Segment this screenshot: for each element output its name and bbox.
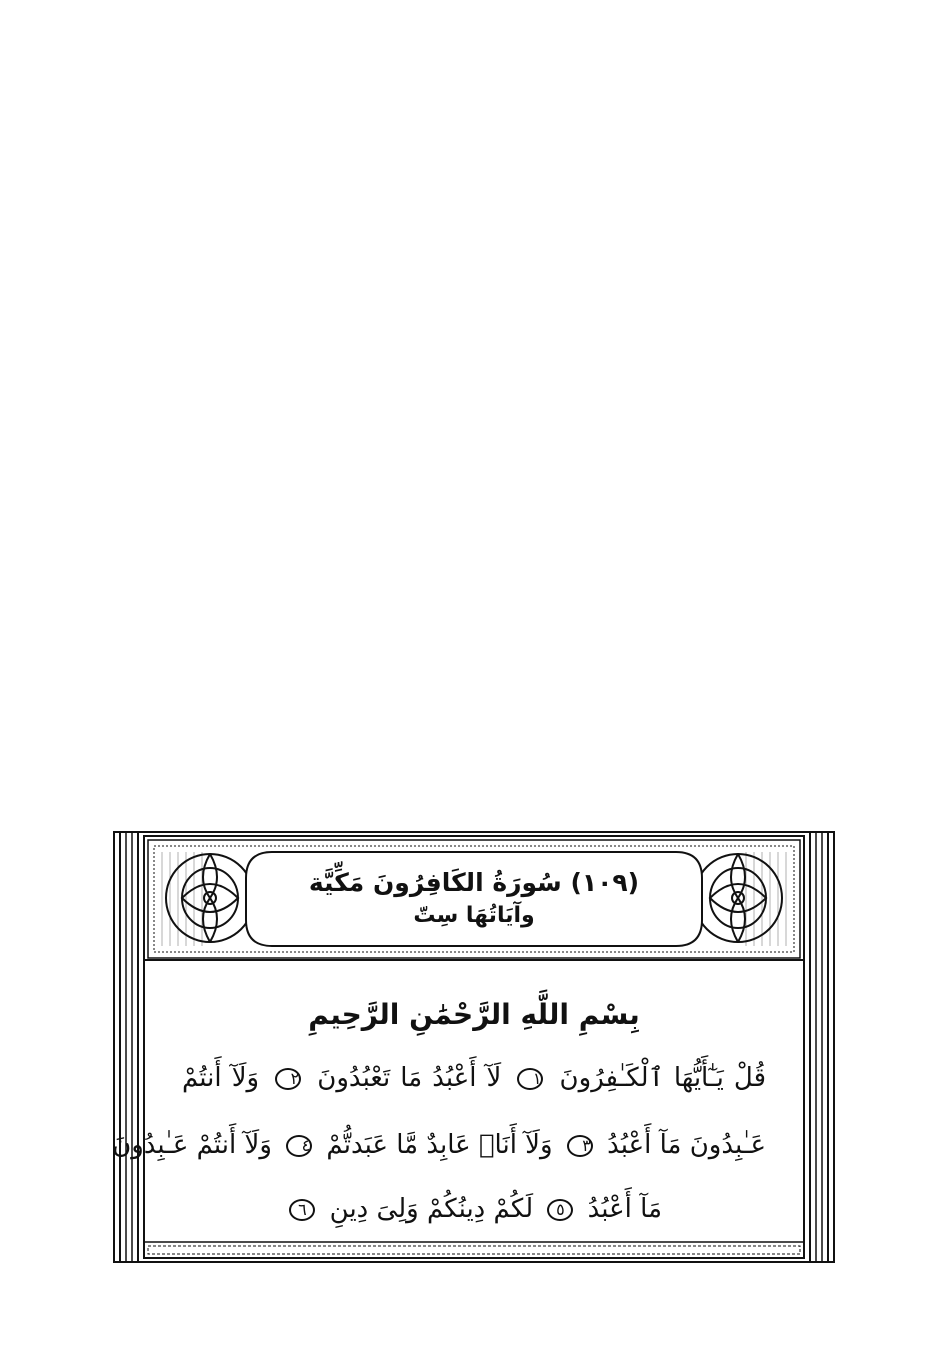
verse-line-2 xyxy=(112,1130,766,1160)
verse-line-1 xyxy=(182,1063,766,1093)
verse-number: ٣ xyxy=(567,1135,593,1157)
verse-text: وَلَآ أَنتُمْ عَـٰبِدُونَ xyxy=(112,1130,272,1160)
verse-text: لَكُمْ دِينُكُمْ وَلِىَ دِينِ xyxy=(329,1194,534,1224)
verse-line-3 xyxy=(287,1194,662,1224)
verse-text: عَـٰبِدُونَ مَآ أَعْبُدُ xyxy=(607,1130,766,1160)
surah-frame xyxy=(112,830,836,1264)
verse-text: لَآ أَعْبُدُ مَا تَعْبُدُونَ xyxy=(317,1063,502,1093)
verse-number: ٥ xyxy=(547,1199,573,1221)
verse-text: مَآ أَعْبُدُ xyxy=(587,1194,662,1224)
surah-title: (١٠٩) سُورَةُ الكَافِرُونَ مَكِّيَّة xyxy=(308,868,640,897)
verse-text: وَلَآ أَنتُمْ xyxy=(182,1063,260,1093)
verse-number: ٦ xyxy=(289,1199,315,1221)
ayat-count: وآيَاتُهَا سِتّ xyxy=(413,903,535,928)
verse-number: ٢ xyxy=(275,1068,301,1090)
verse-text: وَلَآ أَنَا۠ عَابِدٌ مَّا عَبَدتُّمْ xyxy=(326,1130,553,1160)
verse-number: ٤ xyxy=(286,1135,312,1157)
verse-number: ١ xyxy=(517,1068,543,1090)
basmala: بِسْمِ اللَّهِ الرَّحْمَٰنِ الرَّحِيمِ xyxy=(308,998,640,1031)
verse-text: قُلْ يَـٰٓأَيُّهَا ٱلْكَـٰفِرُونَ xyxy=(559,1063,767,1093)
